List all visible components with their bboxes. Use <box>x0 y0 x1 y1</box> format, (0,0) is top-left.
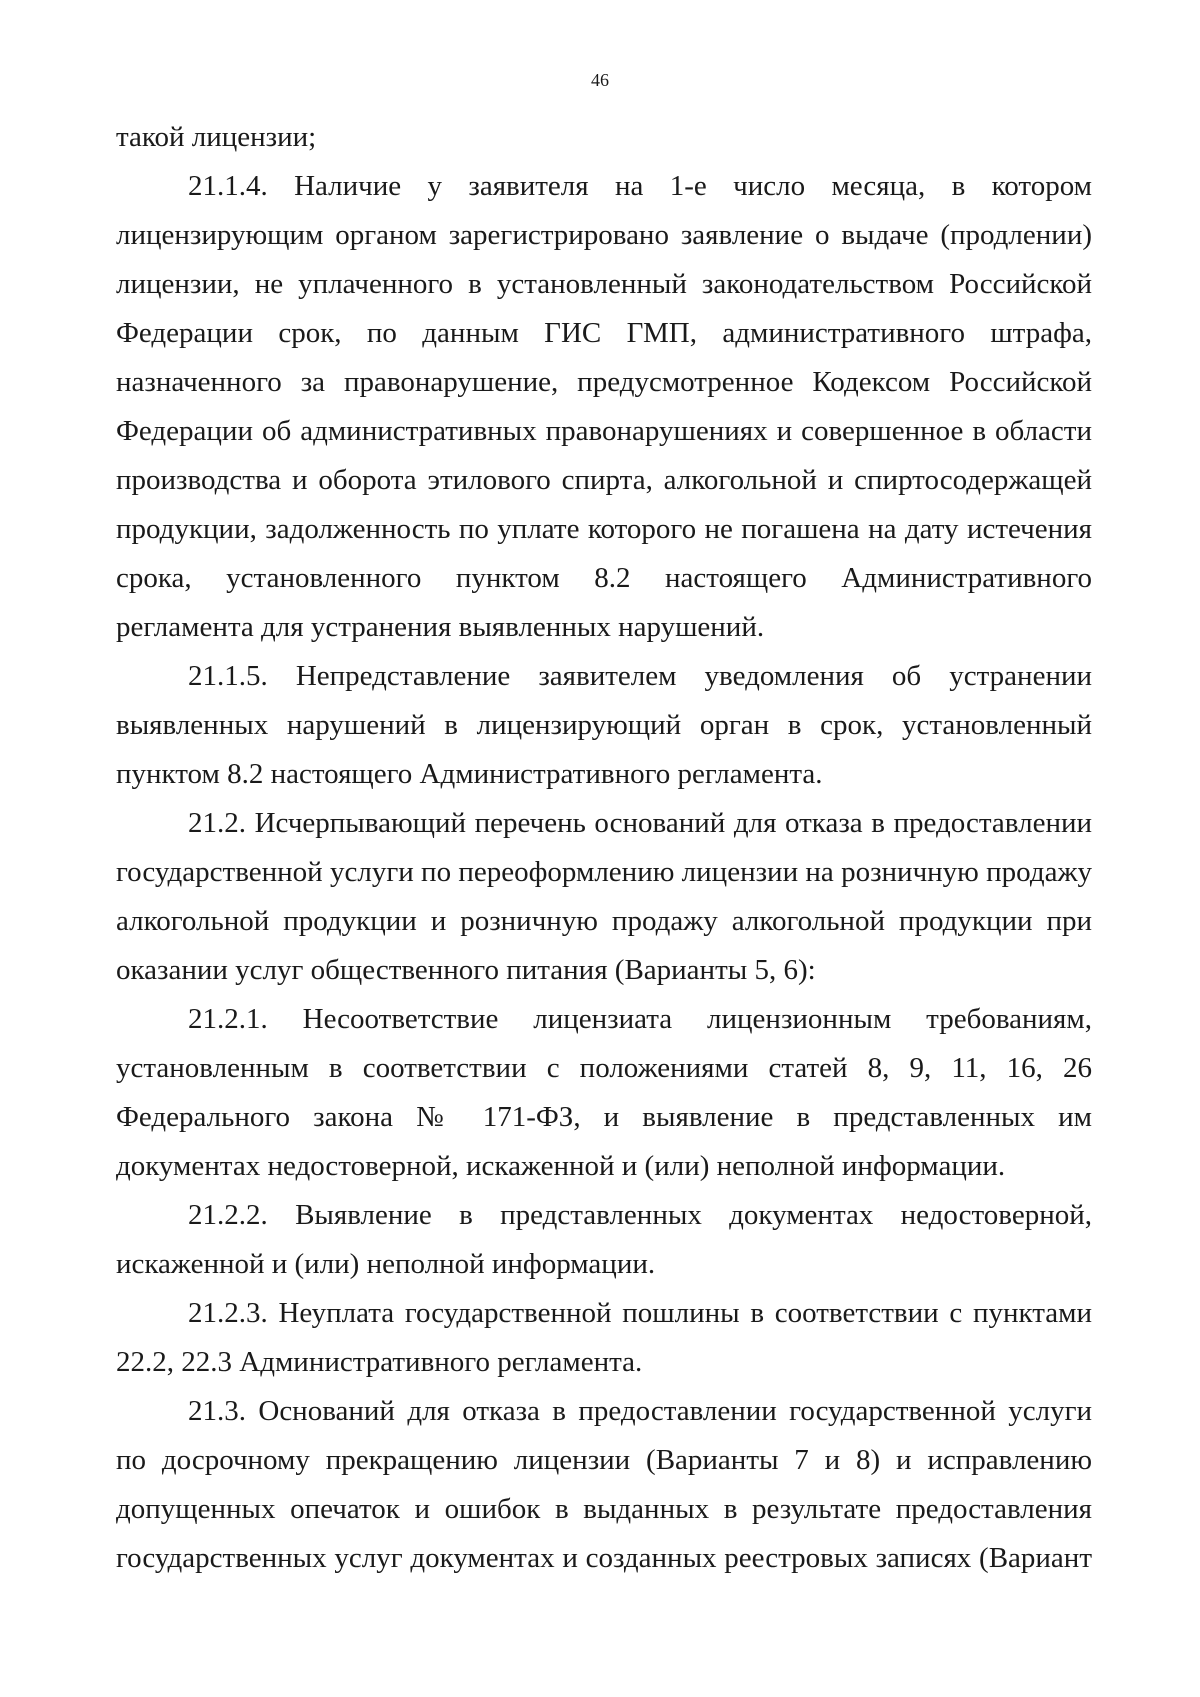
paragraph-21-2-3: 21.2.3. Неуплата государственной пошлины в соответствии с пунктами 22.2, 22.3 Административного регламента. <box>116 1297 1092 1378</box>
paragraph-21-2-2: 21.2.2. Выявление в представленных документах недостоверной, искаженной и (или) неполной информации. <box>116 1199 1092 1280</box>
page-number: 46 <box>591 70 609 90</box>
paragraph-21-2: 21.2. Исчерпывающий перечень оснований для отказа в предоставлении государственной услуги по переоформлению лицензии на розничную продажу алкогольной продукции и розничную продажу алкогольной продукции при оказании услуг общественного питания (Варианты 5, 6): <box>116 807 1092 986</box>
paragraph-21-1-4: 21.1.4. Наличие у заявителя на 1-е число месяца, в котором лицензирующим органом зарегистрировано заявление о выдаче (продлении) лицензии, не уплаченного в установленный законодательством Российской Федерации срок, по данным ГИС ГМП, административного штрафа, назначенного за правонарушение, предусмотренное Кодексом Российской Федерации об административных правонарушениях и совершенное в области производства и оборота этилового спирта, алкогольной и спиртосодержащей продукции, задолженность по уплате которого не погашена на дату истечения срока, установленного пунктом 8.2 настоящего Административного регламента для устранения выявленных нарушений. <box>116 170 1092 643</box>
paragraph-21-3: 21.3. Оснований для отказа в предоставлении государственной услуги по досрочному прекращению лицензии (Варианты 7 и 8) и исправлению допущенных опечаток и ошибок в выданных в результате предоставления государственных услуг документах и созданных реестровых записях (Вариант <box>116 1395 1092 1574</box>
document-body <box>116 113 1092 1583</box>
paragraph-21-1-5: 21.1.5. Непредставление заявителем уведомления об устранении выявленных нарушений в лицензирующий орган в срок, установленный пунктом 8.2 настоящего Административного регламента. <box>116 660 1092 790</box>
paragraph-continuation: такой лицензии; <box>116 121 317 153</box>
paragraph-21-2-1: 21.2.1. Несоответствие лицензиата лицензионным требованиям, установленным в соответствии с положениями статей 8, 9, 11, 16, 26 Федерального закона № 171-ФЗ, и выявление в представленных им документах недостоверной, искаженной и (или) неполной информации. <box>116 1003 1092 1182</box>
